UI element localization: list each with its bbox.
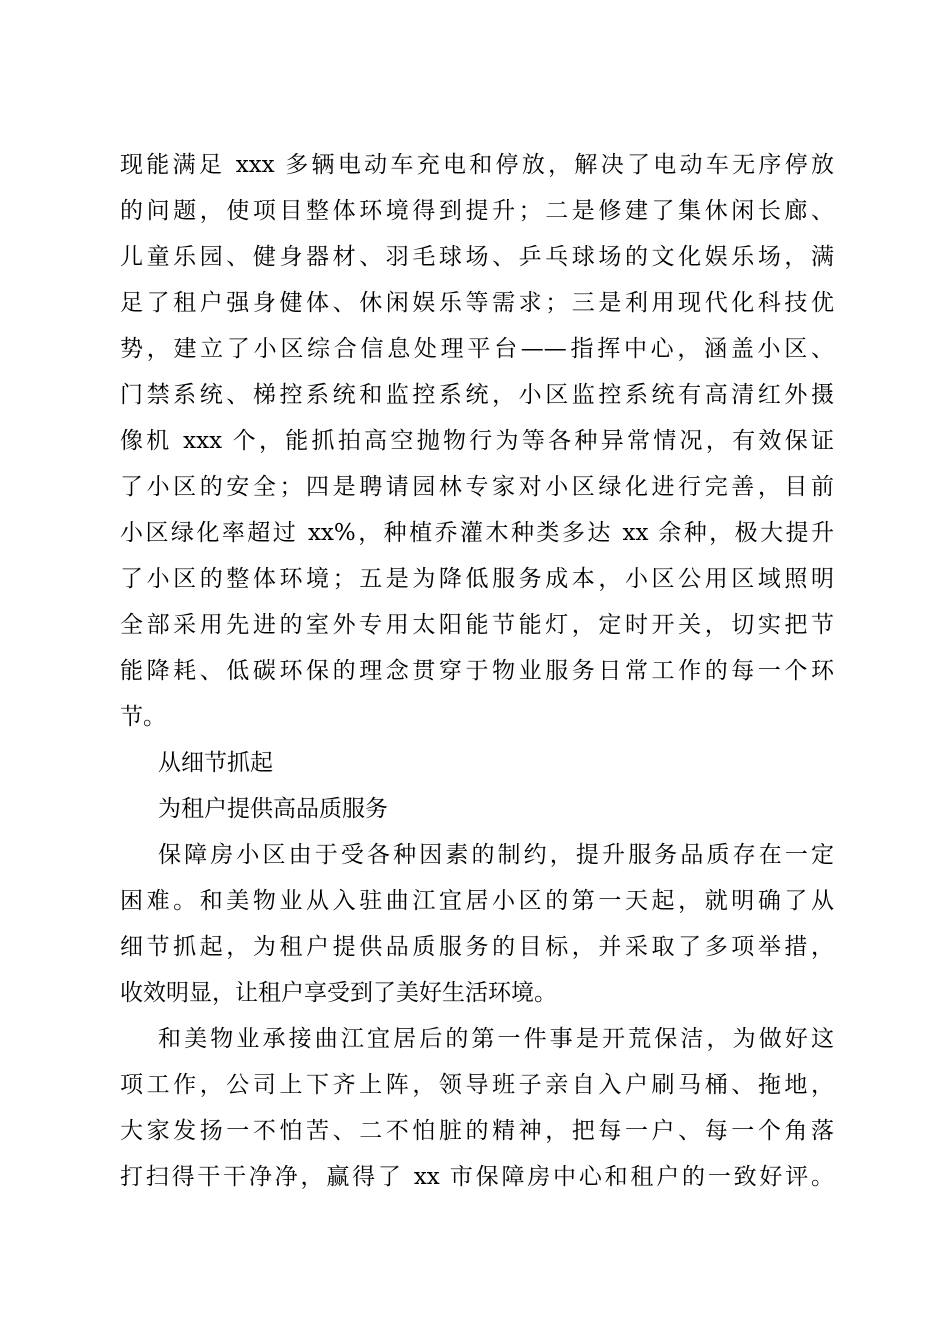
section-subheading: 为租户提供高品质服务 — [158, 796, 388, 822]
paragraph-line: 儿童乐园、健身器材、羽毛球场、乒乓球场的文化娱乐场，满 — [120, 244, 834, 270]
document-body — [120, 142, 834, 1200]
paragraph-line: 全部采用先进的室外专用太阳能节能灯，定时开关，切实把节 — [120, 612, 834, 638]
paragraph-line: 项工作，公司上下齐上阵，领导班子亲自入户刷马桶、拖地， — [120, 1072, 834, 1098]
paragraph-line: 小区绿化率超过 xx%，种植乔灌木种类多达 xx 余种，极大提升 — [120, 520, 834, 546]
paragraph-line: 足了租户强身健体、休闲娱乐等需求；三是利用现代化科技优 — [120, 290, 834, 316]
paragraph-line: 打扫得干干净净，赢得了 xx 市保障房中心和租户的一致好评。 — [120, 1164, 834, 1190]
paragraph-line: 保障房小区由于受各种因素的制约，提升服务品质存在一定 — [158, 842, 834, 868]
paragraph-line: 的问题，使项目整体环境得到提升；二是修建了集休闲长廊、 — [120, 198, 834, 224]
paragraph-line: 势，建立了小区综合信息处理平台——指挥中心，涵盖小区、 — [120, 336, 834, 362]
section-heading: 从细节抓起 — [158, 750, 273, 776]
paragraph-line: 像机 xxx 个，能抓拍高空抛物行为等各种异常情况，有效保证 — [120, 428, 834, 454]
paragraph-line: 细节抓起，为租户提供品质服务的目标，并采取了多项举措， — [120, 934, 834, 960]
paragraph-line: 大家发扬一不怕苦、二不怕脏的精神，把每一户、每一个角落 — [120, 1118, 834, 1144]
paragraph-line: 了小区的整体环境；五是为降低服务成本，小区公用区域照明 — [120, 566, 834, 592]
paragraph-line: 收效明显，让租户享受到了美好生活环境。 — [120, 980, 557, 1006]
paragraph-line: 和美物业承接曲江宜居后的第一件事是开荒保洁，为做好这 — [158, 1026, 834, 1052]
paragraph-line: 能降耗、低碳环保的理念贯穿于物业服务日常工作的每一个环 — [120, 658, 834, 684]
paragraph-line: 困难。和美物业从入驻曲江宜居小区的第一天起，就明确了从 — [120, 888, 834, 914]
paragraph-line: 现能满足 xxx 多辆电动车充电和停放，解决了电动车无序停放 — [120, 152, 834, 178]
paragraph-line: 了小区的安全；四是聘请园林专家对小区绿化进行完善，目前 — [120, 474, 834, 500]
paragraph-line: 节。 — [120, 704, 166, 730]
paragraph-line: 门禁系统、梯控系统和监控系统，小区监控系统有高清红外摄 — [120, 382, 834, 408]
